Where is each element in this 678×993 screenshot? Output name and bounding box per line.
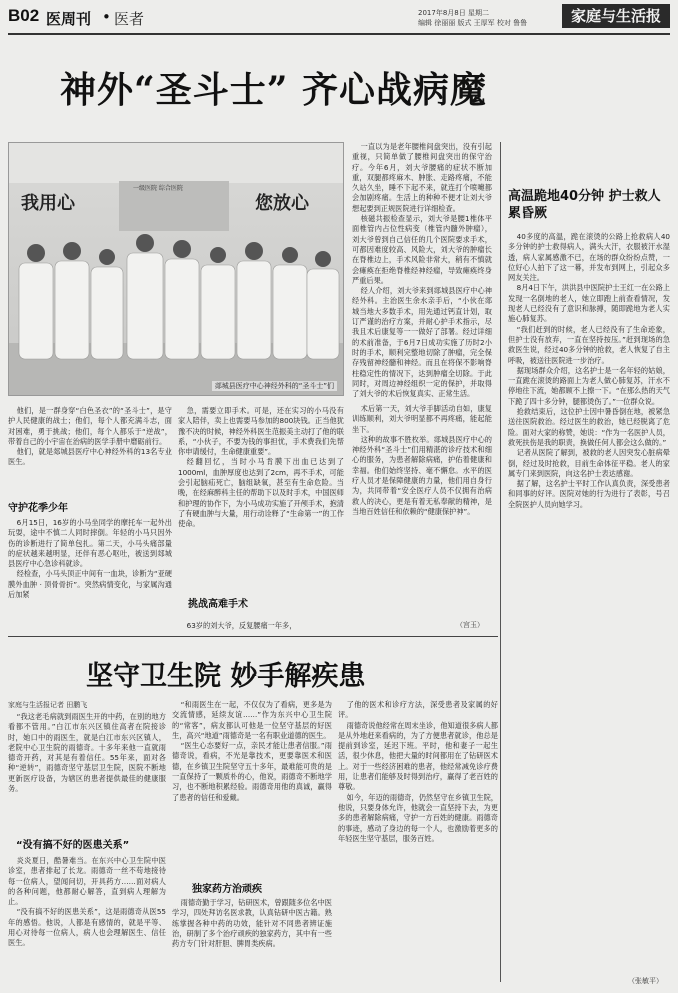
section-sub: 医者 (114, 10, 145, 28)
banner-center: 一级医院 综合医院 (133, 185, 183, 192)
article1-col4-p1: 术后第一天，刘大爷手脚活动自如，康复训练顺利，刘大爷明显都不再疼痛，能起能坐下。 (352, 404, 492, 434)
photo-svg (9, 143, 344, 396)
section-name: 医周刊 (46, 10, 92, 28)
article1-col4 (352, 404, 492, 616)
article3-p5: 抢救结束后，这位护士因中暑昏倒在地，被紧急送往医院救治。经过医生的救治，她已经脱离了危险。面对大家的称赞，她说：“作为一名医护人员，救死扶伤是我的职责，换做任何人都会这么做的。” (508, 407, 670, 447)
main-headline: 神外“圣斗士” 齐心战病魔 (60, 69, 487, 111)
masthead-logo: 家庭与生活报 (562, 4, 670, 28)
article1-col4-p2: 这种的故事不胜枚举。郯城县医疗中心的神经外科“圣斗士”们用精湛的诊疗技术和细心的服务，为患者解除病痛，护佑着健康和幸福。他们始终坚持、毫不懈怠。水平的医疗人员才是保障健康的力量，他们用自身行为，共同带着“安全医疗人员不仅拥有治病救人的决心，更是有着无私奉献的精神，是当地百姓信任和依赖的“健康保护神”。 (352, 434, 492, 516)
article3-p2: 8月4日下午，洪洪县中医院护士王红一在公路上发现一名倒地的老人，她立即跑上前查看情况，发现老人已经没有了意识和脉搏，随即跪地为老人实施心肺复苏。 (508, 283, 670, 324)
page-header (8, 6, 670, 30)
article3-body (508, 232, 670, 974)
article3-p7: 据了解，这名护士平时工作认真负责，深受患者和同事的好评。医院对她的行为进行了表彰，号召全院医护人员向她学习。 (508, 479, 670, 509)
edit-line: 编辑 徐丽丽 版式 王厚军 校对 鲁鲁 (418, 19, 528, 27)
article2-col1 (8, 712, 166, 832)
article1-byline: （宫玉） (456, 621, 484, 629)
article2-byline: 家庭与生活报记者 田鹏飞 (8, 701, 88, 709)
article3-headline: 高温跪地40分钟 护士救人累昏厥 (508, 189, 661, 221)
article1-subhead-2: 挑战高难手术 (188, 599, 248, 610)
header-rule (8, 33, 670, 35)
photo-caption: 郯城县医疗中心神经外科的“圣斗士”们 (212, 381, 337, 391)
article1-intro-p2: 他们，就是郯城县医疗中心神经外科的13名专业医生。 (8, 447, 172, 467)
article2-col3-p2: 雨德奇说他经常在周末坐诊，他知道很多病人都是从外地赶来看病的，为了方便患者就诊，他总是提前到诊室，延迟下班。平时，他和妻子一起生活，很少休息，他把大量的时间都用在了钻研医术上。对于一些经济困难的患者，他经常减免诊疗费用，让患者们能够及时得到治疗，赢得了老百姓的尊敬。 (338, 720, 498, 792)
article2-headline: 坚守卫生院 妙手解疾患 (86, 661, 366, 692)
article1-section2 (178, 621, 344, 633)
article1-intro-p1: 他们，是一群身穿“白色圣衣”的“圣斗士”，是守护人民健康的战士；他们，每个人都充满斗志，面对困难，勇于挑战；他们，每个人都乐于“逆战”，带着自己的小宇宙在治病的医学手册中磨砺前行。 (8, 406, 172, 446)
article3-p1: 40多度的高温，跪在滚烫的公路上抢救病人40多分钟的护士救得病人，满头大汗，衣服被汗水湿透，病人家属感激不已，在场的群众纷纷点赞，一位好心人拍下了这一幕，并发布到网上，引起众多网友关注。 (508, 232, 670, 283)
article2-subhead-2: 独家药方治顽疾 (192, 884, 262, 895)
article2-col1b-p1: 炎炎夏日，酷暑难当。在东兴中心卫生院中医诊室，患者排起了长龙。雨德奇一丝不苟地接待每一位病人，望闻问切，开具药方……面对病人的各种问题，他都耐心解答，直到病人理解为止。 (8, 856, 166, 907)
article3-p4: 据现场群众介绍，这名护士是一名年轻的姑娘，一直跪在滚烫的路面上为老人做心肺复苏，汗水不停地往下流，她都顾不上擦一下。“在那么热的天气下跪了四十多分钟，腿都烫伤了。”一位群众说。 (508, 365, 670, 406)
article3-byline: （张敏平） (628, 977, 663, 985)
article2-col2-p2: “医生心态要好一点，亲民才能让患者信服。”雨德奇说，看病，不光是靠技术，更要靠医术和医德，在乡镇卫生院坚守五十多年，最难能可贵的是一直保持了一颗质朴的心，他说，雨德奇不断地学习，也不断地积累经验。雨德奇用他的真诚，赢得了患者的信任和爱戴。 (172, 741, 332, 802)
article2-col1-p1: “我这老毛病就到雨医生开的中药，在别的地方看都不管用。”白江市东兴区镇住高者在院接诊时，她口中的雨医生，就是白江市东兴区镇人，老院中心卫生院的雨德奇。十多年来他一直就雨德奇开药，对其是有着信任。55年来，面对各种“逆转”，雨德奇坚守基层卫生院，医院不断地更新医疗设备，为辖区的患者提供最佳的健康服务。 (8, 712, 166, 794)
article1-intro (8, 406, 172, 490)
article1-col3 (352, 142, 492, 402)
banner-left: 我用心 (21, 193, 75, 214)
article2-col1b-p2: “没有搞不好的医患关系”，这是雨德奇从医55年的感悟。他说，人都是有感情的，就是平等、用心对待每一位病人，病人也会理解医生、信任医生。 (8, 907, 166, 948)
article1-col3-p2: 核磁共振检查显示，刘大爷是腰1椎体平面椎管内占位性病变（椎管内髓外肿瘤），刘大爷曾到自己信任的几个医院要求手术，可都因难度较高、风险大，刘大爷的肿瘤长在脊椎边上，手术风险非常大，稍有不慎就会瘫痪在拒绝脊椎经神经瘤，导致瘫痪终身严重后果。 (352, 214, 492, 285)
article1-subhead-1: 守护花季少年 (8, 503, 68, 514)
article2-col3-p1: 了他的医术和诊疗方法，深受患者及家属的好评。 (338, 700, 498, 720)
article1-s1-p1: 6月15日，16岁的小马坐同学的摩托车一起外出玩耍，途中不慎二人同时摔倒。年轻的小马只因外伤的诊断进行了简单包扎。第二天，小马头痛部量的症状越来越明显，还伴有恶心呕吐，被送到郯城县医疗中心急诊科就诊。 (8, 518, 172, 569)
article2-col3-p3: 如今，年迈的雨德奇，仍然坚守在乡镇卫生院，他说，只要身体允许，他就会一直坚持下去，为更多的患者解除病痛，守护一方百姓的健康。雨德奇的事迹，感动了身边的每一个人，也激励着更多的年轻医生坚守基层，服务百姓。 (338, 792, 498, 843)
page-code: B02 (8, 6, 40, 25)
article2-col1b (8, 856, 166, 986)
banner-right: 您放心 (255, 193, 309, 214)
article2-col3 (338, 700, 498, 984)
article2-subhead-1: “没有搞不好的医患关系” (16, 840, 130, 851)
article3-p6: 记者从医院了解到，被救的老人因突发心脏病晕倒，经过及时抢救，目前生命体征平稳。老人的家属专门来到医院，向这名护士表达感谢。 (508, 448, 670, 478)
team-photo (8, 142, 344, 396)
article1-s1-p2: 经检查，小马头顶正中间有一血块，诊断为“亚硬膜外血肿 · 顶骨骨折”。突然病情变化，与家属沟通后加紧 (8, 569, 172, 600)
article1-col3-p3: 经人介绍，刘大爷来到郯城县医疗中心神经外科。主治医生余水亲手后，“小伙在郯城当地大多数手术，用先通过钙直计划，取订严谨的治疗方案，并耐心护手术指示，尽我且术后康复等一一做好了部署。经过详细的术前准备，于6月7日成功实施了历时2小时的手术，顺利完整地切除了肿瘤，完全保存残留神经髓和神经。而且在将保不影响脊柱稳定性的情况下，达到肿瘤全切除。于此同时，对周边神经组织一定的保护，并取得了刘大爷的术后恢复真实、正常生活。 (352, 286, 492, 399)
article2-col2 (172, 700, 332, 850)
date-line: 2017年8月8日 星期二 (418, 9, 489, 17)
article1-col2-p2: 经翻回忆，当时小马肯膜下出血已达到了1000ml，血肿厚度也达到了2cm，再不手术，可能会引起脑疝死亡，脑组缺氧，甚至有生命危险。当晚，在经麻醉科主任的帮助下以及时手术，中国医师和护理的协作下，为小马成功实施了开颅手术，抱清了有硬血肿与大量，用行动诠释了“生命第一”的工作使命。 (178, 457, 344, 529)
article1-col2 (178, 406, 344, 586)
article1-s2-p1: 63岁的刘大爷，反复腰痛一年多， (186, 621, 297, 630)
article1-col3-p1: 一直以为是老年腰椎间盘突出，没有引起重视，只简单做了腰椎间盘突出的保守治疗。今年6月，刘大爷腰痛的症状不断加重，双腿都疼麻木、肿胀、走路疼痛，不能久站久坐，睡不下起不来，就连打个喷嚏都会加剧疼痛。生活上的种种不便才让刘大爷想起要到正规医院进行详细检查。 (352, 142, 492, 213)
column-divider (500, 142, 501, 982)
article1-col2-p1: 急，需要立即手术。可是，还在实习的小马没有家人陪伴，卖上也需要马参加的800块钱。正当他犹豫不决的时候，神经外科医生范振美主动打了他的联系，“小伙子，不要为钱的事担忧，手术费我们先帮你申请缓付，生命健康重要”。 (178, 406, 344, 457)
article2-col2b-p1: 雨德奇勤于学习，钻研医术，曾跟随多位名中医学习，四处拜访名医求教，认真钻研中医古籍。熟练掌握各种中药的功效，能针对不同患者辨证施治，研制了多个治疗顽疾的独家药方，其中有一些药方专门针对肝胆、脾胃类疾病。 (172, 898, 332, 949)
article1-section1 (8, 518, 172, 640)
section-dot: • (102, 8, 111, 26)
article2-col2b (172, 898, 332, 984)
article2-col2-p1: “和雨医生在一起，不仅仅为了看病，更多是为交流情感，延续友谊……”作为东兴中心卫生院的“常客”，病友都认可他是一位坚守基层的好医生，高兴“地道”雨德奇是一名有职业道德的医生。 (172, 700, 332, 740)
article3-p3: “我们赶到的时候，老人已经没有了生命迹象，但护士没有放弃，一直在坚持按压。”赶到现场的急救医生说，经过40多分钟的抢救，老人恢复了自主呼吸，被送往医院进一步治疗。 (508, 324, 670, 365)
section-divider (8, 636, 498, 637)
